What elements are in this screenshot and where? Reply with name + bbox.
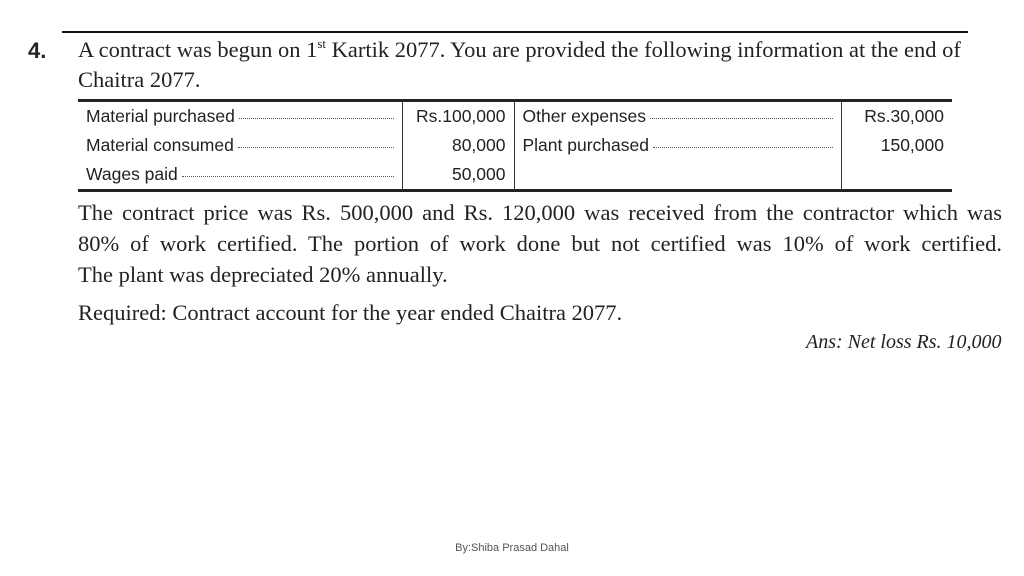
intro-superscript: st [317, 36, 326, 51]
question-intro [78, 35, 1008, 95]
table-cell-label [514, 160, 841, 191]
table-cell-label: Wages paid [78, 160, 402, 191]
table-cell-amount: 80,000 [402, 131, 514, 160]
information-table [78, 99, 952, 192]
table-cell-amount: Rs.100,000 [402, 101, 514, 132]
table-cell-label: Material consumed [78, 131, 402, 160]
question-number: 4. [28, 38, 47, 63]
paragraph-line: 80% of work certified. The portion of work done but not certified was 10% of work certified. [78, 231, 1002, 256]
table-cell-amount: Rs.30,000 [841, 101, 952, 132]
required-statement: Required: Contract account for the year ended Chaitra 2077. [78, 300, 623, 325]
intro-part-a: A contract was begun on 1 [78, 37, 318, 62]
table-row [78, 101, 952, 132]
intro-part-b: Kartik 2077. You are provided the following information at the end of Chaitra 2077. [78, 37, 961, 92]
paragraph-line: The contract price was Rs. 500,000 and Rs. 120,000 was received from the contractor which was [78, 200, 1002, 225]
table-row [78, 131, 952, 160]
answer-text: Ans: Net loss Rs. 10,000 [806, 331, 1002, 353]
author-footer: By:Shiba Prasad Dahal [455, 542, 569, 554]
table-cell-amount [841, 160, 952, 191]
table-row [78, 160, 952, 191]
table-cell-label: Other expenses [514, 101, 841, 132]
table-cell-label: Plant purchased [514, 131, 841, 160]
paragraph-line: The plant was depreciated 20% annually. [78, 262, 448, 287]
table-cell-label: Material purchased [78, 101, 402, 132]
problem-paragraph [78, 197, 1002, 290]
table-cell-amount: 50,000 [402, 160, 514, 191]
top-rule [62, 31, 968, 33]
table-cell-amount: 150,000 [841, 131, 952, 160]
